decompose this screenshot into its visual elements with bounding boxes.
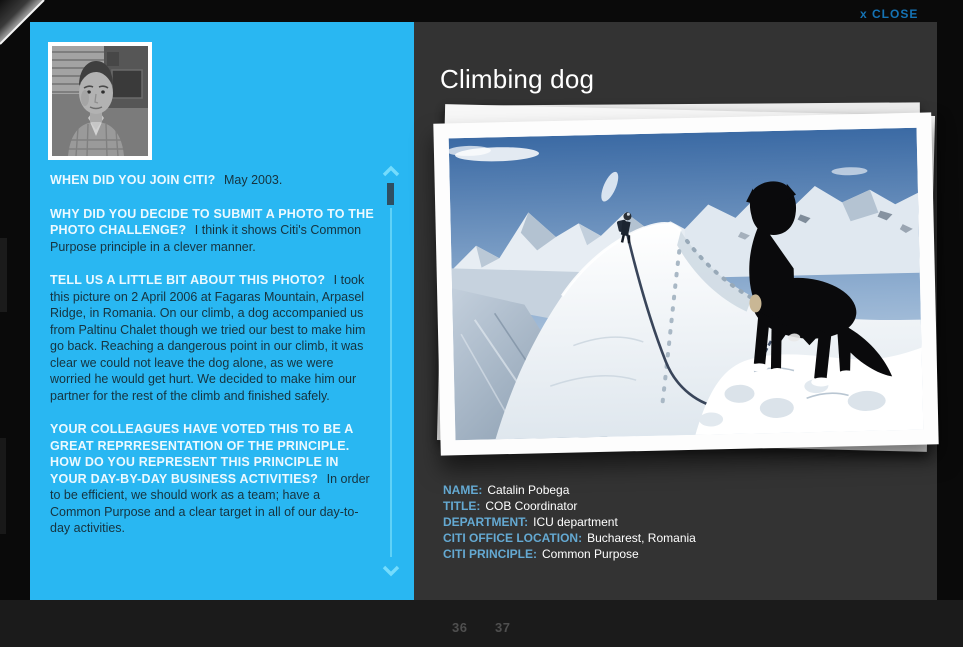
- photo-details: [443, 482, 696, 562]
- detail-label: NAME:: [443, 483, 483, 497]
- detail-label: CITI OFFICE LOCATION:: [443, 531, 583, 545]
- detail-row: [443, 498, 696, 514]
- detail-value: Catalin Pobega: [487, 483, 570, 497]
- answer-text: I took this picture on 2 April 2006 at Fagaras Mountain, Arpasel Ridge, in Romania. On our climb, a dog accompanied us from Paltinu Chalet though we tried our best to make him go back. Reaching a dangerous point in our climb, it was clear we could not leave the dog alone, as we were worried he would get hurt. We decided to make him our partner for the rest of the climb and finished safely.: [50, 273, 366, 403]
- photo-climbing-dog: [433, 112, 938, 455]
- background-texture: [0, 238, 7, 312]
- answer-text: In order to be efficient, we should work as a team; have a Common Purpose and a clear target in all of our day-to-day activities.: [50, 471, 370, 535]
- photo-stack: [437, 118, 935, 450]
- chevron-down-icon[interactable]: [382, 563, 400, 577]
- page-number-right[interactable]: 37: [495, 620, 511, 635]
- scrollbar-thumb[interactable]: [387, 183, 394, 205]
- background-texture: [0, 438, 6, 534]
- detail-label: CITI PRINCIPLE:: [443, 547, 538, 561]
- detail-value: Common Purpose: [542, 547, 639, 561]
- answer-text: May 2003.: [223, 173, 283, 187]
- detail-value: COB Coordinator: [485, 499, 578, 513]
- detail-row: [443, 530, 696, 546]
- page-number-left[interactable]: 36: [452, 620, 468, 635]
- qa-item: [50, 172, 374, 189]
- question-text: YOUR COLLEAGUES HAVE VOTED THIS TO BE A GREAT REPRRESENTATION OF THE PRINCIPLE. HOW DO YOU REPRESENT THIS PRINCIPLE IN YOUR DAY-BY-DAY BUSINESS ACTIVITIES?: [50, 422, 353, 486]
- profile-panel: [30, 22, 414, 600]
- answer-text: I think it shows Citi's Common Purpose principle in a clever manner.: [50, 223, 362, 254]
- qa-item: [50, 421, 374, 537]
- qa-list: [50, 172, 374, 554]
- qa-item: [50, 272, 374, 404]
- question-text: WHEN DID YOU JOIN CITI?: [50, 173, 216, 187]
- detail-value: ICU department: [533, 515, 618, 529]
- scrollbar-track[interactable]: [390, 208, 392, 557]
- close-button[interactable]: x CLOSE: [860, 7, 919, 21]
- photo-panel: [414, 22, 937, 600]
- flipbook-background: [0, 600, 963, 647]
- question-text: WHY DID YOU DECIDE TO SUBMIT A PHOTO TO THE PHOTO CHALLENGE?: [50, 206, 374, 237]
- detail-row: [443, 546, 696, 562]
- detail-label: DEPARTMENT:: [443, 515, 529, 529]
- qa-item: [50, 206, 374, 256]
- photo-title: Climbing dog: [440, 64, 595, 94]
- detail-value: Bucharest, Romania: [587, 531, 696, 545]
- detail-label: TITLE:: [443, 499, 481, 513]
- detail-row: [443, 482, 696, 498]
- avatar: [48, 42, 152, 160]
- detail-row: [443, 514, 696, 530]
- question-text: TELL US A LITTLE BIT ABOUT THIS PHOTO?: [50, 273, 326, 287]
- chevron-up-icon[interactable]: [382, 165, 400, 179]
